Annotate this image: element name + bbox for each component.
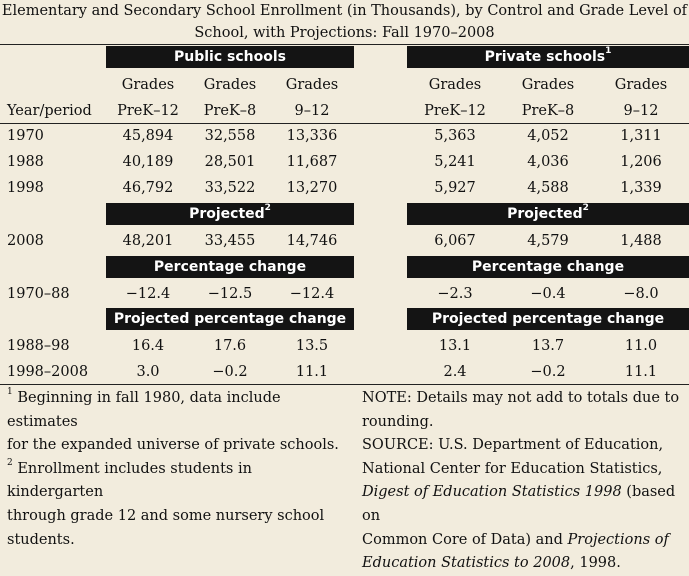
col-header-grades: Grades — [285, 77, 339, 93]
col-header-prek8: PreK–8 — [521, 103, 575, 119]
title-line-2: School, with Projections: Fall 1970–2008 — [194, 25, 495, 41]
note-text: NOTE: Details may not add to totals due to — [362, 390, 680, 406]
col-header-year-period: Year/period — [7, 103, 92, 119]
table-cell: 3.0 — [136, 364, 160, 380]
digest-title: Digest of Education Statistics 1998 — [362, 484, 622, 501]
table-cell: 1,311 — [620, 128, 662, 144]
table-cell: 2.4 — [443, 364, 467, 380]
table-cell: 6,067 — [434, 233, 476, 249]
table-title — [0, 0, 689, 44]
table-cell: −12.5 — [207, 286, 253, 302]
table-cell: 4,036 — [527, 154, 569, 170]
footnote-2 — [7, 458, 352, 505]
table-cell: 11.0 — [624, 338, 658, 354]
proj-pct-change-label: Projected percentage change — [431, 311, 665, 327]
table-cell: 13.7 — [531, 338, 565, 354]
table-cell: 4,588 — [527, 180, 569, 196]
note-text: rounding. — [362, 413, 434, 430]
row-label: 1988 — [7, 154, 44, 170]
footnote-mark: 2 — [7, 457, 13, 468]
footnote-ref-2: 2 — [264, 203, 271, 213]
table-cell: −12.4 — [125, 286, 171, 302]
top-rule — [0, 44, 689, 45]
source-text — [362, 529, 687, 553]
col-header-grades: Grades — [203, 77, 257, 93]
table-cell: 13.1 — [438, 338, 472, 354]
table-cell: 5,363 — [434, 128, 476, 144]
public-schools-header — [106, 46, 354, 68]
private-schools-label: Private schools — [484, 49, 606, 65]
table-cell: −0.2 — [530, 364, 566, 380]
footnote-ref-1: 1 — [605, 46, 612, 56]
table-cell: 46,792 — [122, 180, 174, 196]
table-cell: 4,052 — [527, 128, 569, 144]
source-text: Common Core of Data) and — [362, 531, 568, 548]
table-cell: −0.2 — [212, 364, 248, 380]
table-cell: 11.1 — [295, 364, 329, 380]
projected-band-public — [106, 203, 354, 225]
header-rule — [0, 123, 689, 124]
table-cell: 28,501 — [204, 154, 256, 170]
projected-label: Projected — [507, 206, 583, 222]
table-cell: 48,201 — [122, 233, 174, 249]
table-cell: 17.6 — [213, 338, 247, 354]
table-cell: 1,488 — [620, 233, 662, 249]
bottom-rule — [0, 384, 689, 385]
table-cell: 1,339 — [620, 180, 662, 196]
proj-pct-change-label: Projected percentage change — [113, 311, 347, 327]
footnote-text: Enrollment includes students in kindergarten — [7, 460, 252, 501]
pct-change-band-private — [407, 256, 689, 278]
row-label: 1998 — [7, 180, 44, 196]
row-label: 1970–88 — [7, 286, 70, 302]
table-cell: 4,579 — [527, 233, 569, 249]
col-header-grades: Grades — [614, 77, 668, 93]
source-text — [362, 481, 687, 528]
col-header-prek12: PreK–12 — [424, 103, 486, 119]
projected-band-private — [407, 203, 689, 225]
col-header-9-12: 9–12 — [623, 103, 659, 119]
footnotes — [7, 387, 352, 552]
source-text: National Center for Education Statistics, — [362, 460, 663, 477]
col-header-prek8: PreK–8 — [203, 103, 257, 119]
table-cell: 11,687 — [286, 154, 338, 170]
row-label: 1988–98 — [7, 338, 70, 354]
table-cell: 45,894 — [122, 128, 174, 144]
table-cell: 16.4 — [131, 338, 165, 354]
footnote-mark: 1 — [7, 387, 13, 397]
projected-label: Projected — [189, 206, 265, 222]
row-label: 1998–2008 — [7, 364, 89, 380]
col-header-grades: Grades — [428, 77, 482, 93]
row-label: 2008 — [7, 233, 44, 249]
table-cell: 13.5 — [295, 338, 329, 354]
table-cell: −0.4 — [530, 286, 566, 302]
table-cell: −2.3 — [437, 286, 473, 302]
projections-title: Education Statistics to 2008 — [362, 555, 571, 572]
pct-change-band-public — [106, 256, 354, 278]
public-schools-label: Public schools — [174, 49, 286, 65]
table-cell: −12.4 — [289, 286, 335, 302]
table-cell: 33,522 — [204, 180, 256, 196]
proj-pct-change-band-private — [407, 308, 689, 330]
table-cell: 13,336 — [286, 128, 338, 144]
col-header-9-12: 9–12 — [294, 103, 330, 119]
source-text: (based on — [362, 484, 676, 524]
pct-change-label: Percentage change — [471, 259, 625, 275]
pct-change-label: Percentage change — [153, 259, 307, 275]
footnote-text: Beginning in fall 1980, data include estimates — [7, 390, 281, 430]
private-schools-header — [407, 46, 689, 68]
table-cell: 5,241 — [434, 154, 476, 170]
table-cell: 14,746 — [286, 233, 338, 249]
table-cell: 5,927 — [434, 180, 476, 196]
table-cell: 32,558 — [204, 128, 256, 144]
footnote-text: for the expanded universe of private schools. — [7, 437, 339, 454]
source-text: SOURCE: U.S. Department of Education, — [362, 437, 664, 454]
table-cell: 40,189 — [122, 154, 174, 170]
col-header-grades: Grades — [121, 77, 175, 93]
footnote-text: students. — [7, 531, 75, 548]
table-cell: 33,455 — [204, 233, 256, 249]
footnote-text: through grade 12 and some nursery school — [7, 507, 325, 524]
proj-pct-change-band-public — [106, 308, 354, 330]
footnote-ref-2: 2 — [582, 203, 589, 213]
footnote-1 — [7, 387, 352, 434]
source-text: , 1998. — [570, 555, 621, 572]
table-cell: 11.1 — [624, 364, 658, 380]
row-label: 1970 — [7, 128, 44, 144]
projections-title: Projections of — [567, 531, 669, 548]
table-cell: 1,206 — [620, 154, 662, 170]
note-source — [362, 387, 687, 576]
col-header-grades: Grades — [521, 77, 575, 93]
title-line-1: Elementary and Secondary School Enrollment (in Thousands), by Control and Grade Level of — [1, 3, 688, 19]
table-cell: −8.0 — [623, 286, 659, 302]
col-header-prek12: PreK–12 — [117, 103, 179, 119]
table-cell: 13,270 — [286, 180, 338, 196]
